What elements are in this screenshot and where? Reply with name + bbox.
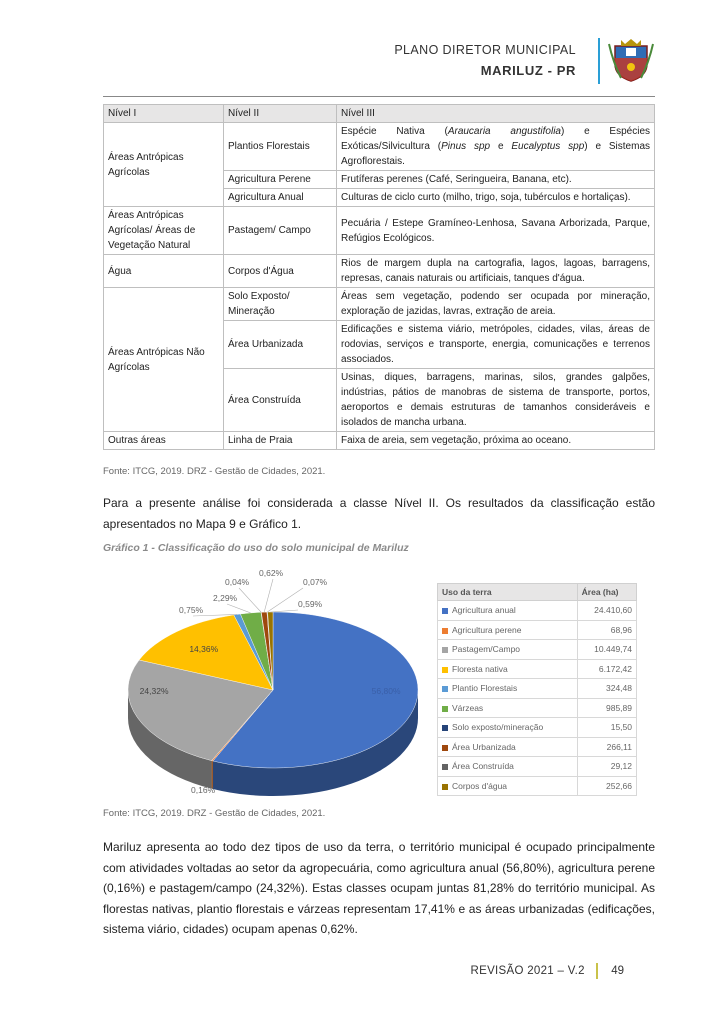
footer-divider [596, 963, 598, 979]
legend-area-value: 6.172,42 [577, 659, 636, 679]
legend-item [438, 737, 578, 757]
level2-cell: Agricultura Perene [224, 171, 337, 189]
analysis-paragraph: Mariluz apresenta ao todo dez tipos de uso da terra, o território municipal é ocupado principalmente com atividades voltadas ao setor da agropecuária, como agricultura anual (56,80%), agricultura perene (0,16%) e pastagem/campo (24,32%). Estas classes ocupam juntas 81,28% do território municipal. As florestas nativas, plantio florestais e várzeas representam 17,41% e as áreas urbanizadas (edificações, sistema viário, cidades) ocupam apenas 0,62%. [103, 840, 655, 936]
header-divider [598, 38, 600, 84]
legend-area-value: 24.410,60 [577, 601, 636, 621]
table-row [104, 432, 655, 450]
legend-swatch [442, 745, 448, 751]
legend-swatch [442, 706, 448, 712]
legend-label: Área Construída [452, 761, 514, 772]
chart-legend-table [437, 583, 637, 796]
level2-cell: Plantios Florestais [224, 123, 337, 171]
level1-cell: Água [104, 255, 224, 288]
table-source: Fonte: ITCG, 2019. DRZ - Gestão de Cidades, 2021. [103, 466, 326, 477]
table-row [104, 288, 655, 321]
level3-cell: Frutíferas perenes (Café, Seringueira, Banana, etc). [337, 171, 655, 189]
legend-item [438, 757, 578, 777]
table-row [104, 123, 655, 171]
legend-swatch [442, 686, 448, 692]
document-header [394, 43, 576, 78]
legend-header-row [438, 584, 637, 601]
pie-data-label: 0,62% [259, 568, 284, 578]
classification-table [103, 104, 655, 450]
pie-leader-line [227, 604, 251, 613]
level3-cell: Culturas de ciclo curto (milho, trigo, soja, tubérculos e hortaliças). [337, 189, 655, 207]
legend-label: Área Urbanizada [452, 741, 516, 752]
legend-label: Plantio Florestais [452, 683, 518, 694]
level2-cell: Linha de Praia [224, 432, 337, 450]
level1-cell: Áreas Antrópicas Agrícolas [104, 123, 224, 207]
level3-cell: Edificações e sistema viário, metrópoles, cidades, vilas, áreas de rodovias, serviços e transporte, energia, comunicações e terrenos associados. [337, 321, 655, 369]
legend-swatch [442, 608, 448, 614]
legend-label: Solo exposto/mineração [452, 722, 544, 733]
legend-row [438, 757, 637, 777]
pie-leader-line [239, 588, 261, 612]
legend-area-value: 324,48 [577, 679, 636, 699]
level3-cell: Pecuária / Estepe Gramíneo-Lenhosa, Savana Arborizada, Parque, Refúgios Ecológicos. [337, 207, 655, 255]
legend-item [438, 679, 578, 699]
legend-row [438, 718, 637, 738]
intro-paragraph: Para a presente análise foi considerada a classe Nível II. Os resultados da classificação estão apresentados no Mapa 9 e Gráfico 1. [103, 496, 655, 531]
legend-label: Pastagem/Campo [452, 644, 521, 655]
legend-area-value: 266,11 [577, 737, 636, 757]
legend-area-value: 29,12 [577, 757, 636, 777]
page-number: 49 [611, 965, 624, 978]
level1-cell: Áreas Antrópicas Agrícolas/ Áreas de Vegetação Natural [104, 207, 224, 255]
legend-label: Corpos d'água [452, 780, 508, 791]
legend-item [438, 698, 578, 718]
table-row [104, 255, 655, 288]
legend-area-value: 10.449,74 [577, 640, 636, 660]
legend-area-value: 68,96 [577, 620, 636, 640]
legend-label: Várzeas [452, 702, 484, 713]
legend-item [438, 640, 578, 660]
legend-row [438, 620, 637, 640]
pie-data-label: 0,59% [298, 599, 323, 609]
level2-cell: Corpos d'Água [224, 255, 337, 288]
legend-row [438, 640, 637, 660]
figure-title: Gráfico 1 - Classificação do uso do solo municipal de Mariluz [103, 542, 409, 554]
level1-cell: Outras áreas [104, 432, 224, 450]
legend-area-value: 985,89 [577, 698, 636, 718]
chart-source: Fonte: ITCG, 2019. DRZ - Gestão de Cidades, 2021. [103, 808, 326, 819]
level1-cell: Áreas Antrópicas Não Agrícolas [104, 288, 224, 432]
page-footer [471, 963, 625, 979]
legend-item [438, 601, 578, 621]
pie-data-label: 2,29% [213, 593, 238, 603]
legend-label: Floresta nativa [452, 663, 508, 674]
pie-leader-line [264, 579, 273, 612]
legend-swatch [442, 725, 448, 731]
level2-cell: Pastagem/ Campo [224, 207, 337, 255]
column-header: Nível III [337, 105, 655, 123]
level3-cell: Rios de margem dupla na cartografia, lagos, lagoas, barragens, represas, canais naturais ou artificiais, tanques d'água. [337, 255, 655, 288]
revision-label: REVISÃO 2021 – V.2 [470, 965, 585, 978]
legend-swatch [442, 764, 448, 770]
pie-data-label: 0,07% [303, 577, 328, 587]
level2-cell: Solo Exposto/ Mineração [224, 288, 337, 321]
legend-area-value: 252,66 [577, 776, 636, 796]
legend-label: Agricultura perene [452, 624, 522, 635]
pie-leader-line [270, 610, 298, 612]
table-row [104, 207, 655, 255]
legend-item [438, 718, 578, 738]
level3-cell: Áreas sem vegetação, podendo ser ocupada por mineração, exploração de jazidas, lavras, extração de areia. [337, 288, 655, 321]
legend-swatch [442, 784, 448, 790]
level3-cell: Espécie Nativa (Araucaria angustifolia) e Espécies Exóticas/Silvicultura (Pinus spp e Eucalyptus spp) e Sistemas Agroflorestais. [337, 123, 655, 171]
legend-item [438, 776, 578, 796]
column-header: Nível I [104, 105, 224, 123]
pie-data-label: 24,32% [139, 686, 169, 696]
level3-cell: Faixa de areia, sem vegetação, próxima ao oceano. [337, 432, 655, 450]
legend-row [438, 698, 637, 718]
legend-header: Área (ha) [577, 584, 636, 601]
pie-data-label: 0,75% [179, 605, 204, 615]
legend-item [438, 659, 578, 679]
legend-row [438, 601, 637, 621]
legend-swatch [442, 667, 448, 673]
level2-cell: Área Construída [224, 369, 337, 432]
legend-row [438, 659, 637, 679]
level2-cell: Área Urbanizada [224, 321, 337, 369]
level3-cell: Usinas, diques, barragens, marinas, silos, grandes galpões, indústrias, pátios de manobras de sistema de transporte, portos, aeroportos e demais estruturas de tamanhos consideráveis e isolados de mancha urbana. [337, 369, 655, 432]
pie-chart [103, 560, 433, 805]
legend-row [438, 679, 637, 699]
header-rule [103, 96, 655, 97]
pie-data-label: 0,04% [225, 577, 250, 587]
pie-data-label: 0,16% [191, 785, 216, 795]
legend-header: Uso da terra [438, 584, 578, 601]
column-header: Nível II [224, 105, 337, 123]
legend-row [438, 776, 637, 796]
level2-cell: Agricultura Anual [224, 189, 337, 207]
legend-swatch [442, 628, 448, 634]
municipal-crest-icon [607, 38, 655, 84]
legend-area-value: 15,50 [577, 718, 636, 738]
header-title: PLANO DIRETOR MUNICIPAL [394, 43, 576, 57]
pie-data-label: 56,80% [371, 686, 401, 696]
legend-item [438, 620, 578, 640]
pie-data-label: 14,36% [189, 643, 219, 654]
legend-row [438, 737, 637, 757]
table-header-row [104, 105, 655, 123]
header-municipality: MARILUZ - PR [480, 63, 576, 78]
legend-label: Agricultura anual [452, 605, 516, 616]
legend-swatch [442, 647, 448, 653]
